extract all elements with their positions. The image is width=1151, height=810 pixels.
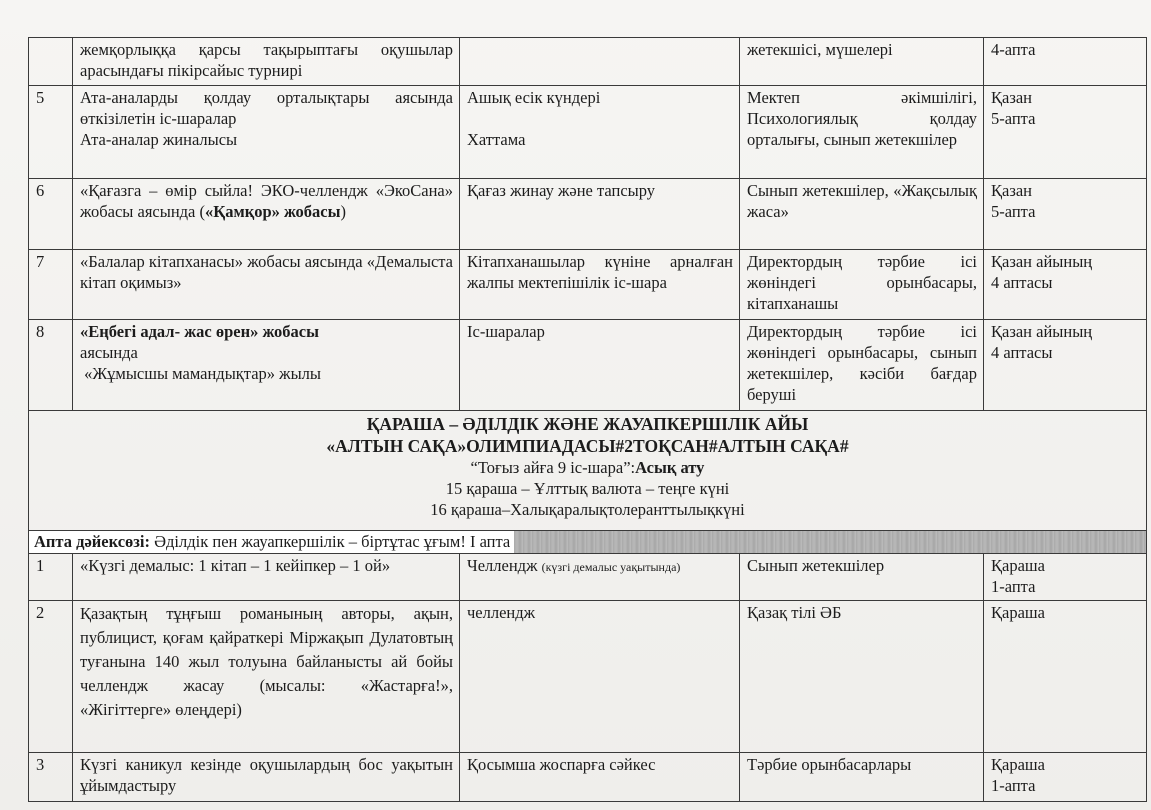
cell-event: Күзгі каникул кезінде оқушылардың бос уақытын ұйымдастыру [73, 753, 460, 802]
table-row [29, 38, 1147, 86]
cell-event: «Күзгі демалыс: 1 кітап – 1 кейіпкер – 1 ой» [73, 554, 460, 601]
cell-form [460, 86, 740, 179]
event-project-name: «Еңбегі адал- жас өрен» жобасы [80, 322, 319, 341]
month-event-label: “Тоғыз айға 9 іс-шара”: [470, 458, 636, 477]
deadline-month: Қазан айының [991, 322, 1093, 341]
cell-responsible: Мектеп әкімшілігі, Психологиялық қолдау орталығы, сынып жетекшілер [740, 86, 984, 179]
cell-num: 6 [29, 179, 73, 250]
cell-event [73, 86, 460, 179]
form-note: (күзгі демалыс уақытында) [541, 560, 681, 574]
month-event [37, 457, 1138, 478]
table-row [29, 601, 1147, 753]
event-text-end: ) [340, 202, 347, 221]
cell-num: 1 [29, 554, 73, 601]
event-text-2: аясында [80, 343, 138, 362]
deadline-month: Қараша [991, 556, 1045, 575]
cell-form [460, 38, 740, 86]
deadline-month: Қазан [991, 181, 1033, 200]
form-text: Ашық есік күндері [467, 88, 601, 107]
event-text: Ата-аналарды қолдау орталықтары аясында өткізілетін іс-шаралар [80, 88, 453, 128]
cell-num: 5 [29, 86, 73, 179]
deadline-week: 4 аптасы [991, 273, 1053, 292]
cell-num: 8 [29, 320, 73, 411]
cell-deadline [984, 179, 1147, 250]
week-quote-text: Әділдік пен жауапкершілік – біртұтас ұғым! I апта [149, 532, 511, 551]
event-project-name: «Қамқор» жобасы [204, 202, 341, 221]
cell-responsible: Сынып жетекшілер [740, 554, 984, 601]
cell-form: Іс-шаралар [460, 320, 740, 411]
cell-form: Қағаз жинау және тапсыру [460, 179, 740, 250]
cell-responsible: Тәрбие орынбасарлары [740, 753, 984, 802]
cell-deadline [984, 554, 1147, 601]
cell-deadline [984, 320, 1147, 411]
cell-responsible: жетекшісі, мүшелері [740, 38, 984, 86]
week-quote-row [29, 531, 1147, 554]
table-row [29, 179, 1147, 250]
table-row [29, 86, 1147, 179]
table-row [29, 320, 1147, 411]
month-event-name: Асық ату [635, 458, 705, 477]
deadline-week: 1-апта [991, 577, 1036, 596]
form-text-2: Хаттама [467, 130, 526, 149]
cell-responsible: Қазақ тілі ӘБ [740, 601, 984, 753]
deadline-week: 4 аптасы [991, 343, 1053, 362]
month-date-2: 16 қараша–Халықаралықтолеранттылықкүні [430, 500, 745, 519]
deadline-week: 5-апта [991, 202, 1036, 221]
cell-event: «Балалар кітапханасы» жобасы аясында «Демалыста кітап оқимыз» [73, 250, 460, 320]
month-title: ҚАРАША – ӘДІЛДІК ЖӘНЕ ЖАУАПКЕРШІЛІК АЙЫ [366, 414, 809, 434]
event-text: «Қағазга – өмір сыйла! ЭКО-челлендж «ЭкоСана» жобасы аясында ( [80, 181, 453, 221]
plan-table [28, 37, 1147, 802]
cell-num: 2 [29, 601, 73, 753]
cell-num: 7 [29, 250, 73, 320]
table-row [29, 554, 1147, 601]
cell-responsible: Директордың тәрбие ісі жөніндегі орынбасары, кітапханашы [740, 250, 984, 320]
cell-event: жемқорлыққа қарсы тақырыптағы оқушылар арасындағы пікірсайыс турнирі [73, 38, 460, 86]
cell-event [73, 179, 460, 250]
cell-deadline: Қараша [984, 601, 1147, 753]
cell-deadline [984, 250, 1147, 320]
week-quote-label: Апта дәйексөзі: [34, 532, 150, 551]
cell-num: 3 [29, 753, 73, 802]
cell-form: челлендж [460, 601, 740, 753]
form-text: Челлендж [467, 556, 538, 575]
cell-responsible: Сынып жетекшілер, «Жақсылық жаса» [740, 179, 984, 250]
cell-form: Қосымша жоспарға сәйкес [460, 753, 740, 802]
month-subtitle: «АЛТЫН САҚА»ОЛИМПИАДАСЫ#2ТОҚСАН#АЛТЫН САҚА# [326, 436, 849, 456]
week-shading [514, 531, 1146, 553]
cell-form: Кітапханашылар күніне арналған жалпы мектепішілік іс-шара [460, 250, 740, 320]
cell-event: Қазақтың тұңғыш романының авторы, ақын, публицист, қоғам қайраткері Міржақып Дулатовтың туғанына 140 жыл толуына байланысты ай бойы челлендж жасау (мысалы: «Жастарға!», «Жігіттерге» өлеңдері) [73, 601, 460, 753]
month-date-1: 15 қараша – Ұлттық валюта – теңге күні [445, 479, 730, 498]
month-header [29, 411, 1147, 531]
cell-form [460, 554, 740, 601]
cell-deadline [984, 86, 1147, 179]
deadline-week: 1-апта [991, 776, 1036, 795]
month-header-row [29, 411, 1147, 531]
week-quote [29, 531, 1147, 554]
event-text-2: Ата-аналар жиналысы [80, 130, 238, 149]
deadline-month: Қараша [991, 755, 1045, 774]
table-row [29, 250, 1147, 320]
cell-responsible: Директордың тәрбие ісі жөніндегі орынбасары, сынып жетекшілер, кәсіби бағдар беруші [740, 320, 984, 411]
deadline-month: Қазан [991, 88, 1033, 107]
cell-num [29, 38, 73, 86]
cell-deadline: 4-апта [984, 38, 1147, 86]
cell-event [73, 320, 460, 411]
event-text-3: «Жұмысшы мамандықтар» жылы [80, 364, 321, 383]
table-row [29, 753, 1147, 802]
deadline-week: 5-апта [991, 109, 1036, 128]
deadline-month: Қазан айының [991, 252, 1093, 271]
cell-deadline [984, 753, 1147, 802]
